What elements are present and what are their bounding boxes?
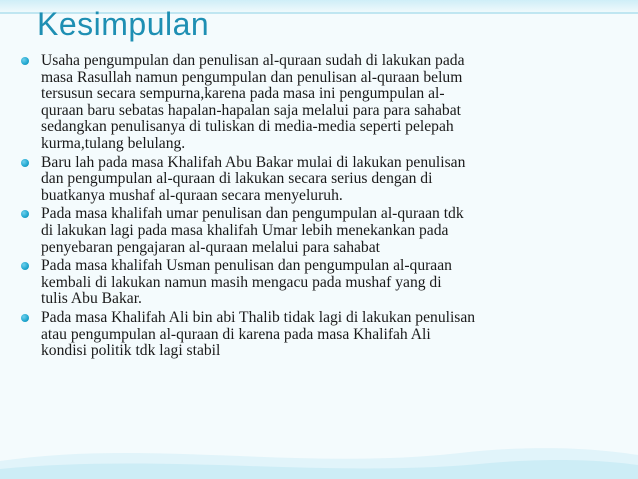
bullet-item — [20, 206, 624, 256]
bullet-text-line: Pada masa khalifah umar penulisan dan pengumpulan al-quraan tdk — [41, 205, 464, 223]
bullet-text-line: Pada masa Khalifah Ali bin abi Thalib tidak lagi di lakukan penulisan — [41, 308, 476, 326]
bullet-text-line: tulis Abu Bakar. — [41, 290, 142, 308]
bullet-text-line: dan pengumpulan al-quraan di lakukan secara serius dengan di — [41, 170, 433, 188]
bullet-text-line: kondisi politik tdk lagi stabil — [41, 342, 221, 360]
bullet-text-line: penyebaran pengajaran al-quraan melalui para sahabat — [41, 238, 380, 256]
bullet-text-line: kembali di lakukan namun masih mengacu pada mushaf yang di — [41, 273, 442, 291]
bullet-text-line: di lakukan lagi pada masa khalifah Umar lebih menekankan pada — [41, 221, 449, 239]
bullet-circle-icon — [21, 210, 29, 218]
bullet-text-line: buatkanya mushaf al-quraan secara menyeluruh. — [41, 186, 343, 204]
bullet-text-line: masa Rasullah namun pengumpulan dan penulisan al-quraan belum — [41, 68, 463, 86]
bullet-text-line: sedangkan penulisanya di tuliskan di media-media seperti pelepah — [41, 118, 454, 136]
bullet-circle-icon — [21, 262, 29, 270]
bullet-circle-icon — [21, 159, 29, 167]
bullet-text-line: quraan baru sebatas hapalan-hapalan saja melalui para para sahabat — [41, 101, 461, 119]
bullet-item — [20, 310, 624, 360]
bullet-item — [20, 53, 624, 153]
bullet-text-line: atau pengumpulan al-quraan di karena pada masa Khalifah Ali — [41, 325, 431, 343]
bullet-circle-icon — [21, 314, 29, 322]
bullet-text-line: Usaha pengumpulan dan penulisan al-quraan sudah di lakukan pada — [41, 52, 465, 69]
bottom-wave-decoration — [0, 409, 638, 479]
bullet-text-line: kurma,tulang belulang. — [41, 134, 186, 152]
bullet-list — [20, 53, 624, 362]
bullet-text-line: Pada masa khalifah Usman penulisan dan pengumpulan al-quraan — [41, 257, 452, 275]
bullet-text-line: tersusun secara sempurna,karena pada masa ini pengumpulan al- — [41, 85, 445, 103]
bullet-text-line: Baru lah pada masa Khalifah Abu Bakar mulai di lakukan penulisan — [41, 153, 466, 171]
bullet-circle-icon — [21, 57, 29, 65]
bullet-item — [20, 155, 624, 205]
slide-title: Kesimpulan — [37, 6, 210, 42]
bullet-item — [20, 258, 624, 308]
